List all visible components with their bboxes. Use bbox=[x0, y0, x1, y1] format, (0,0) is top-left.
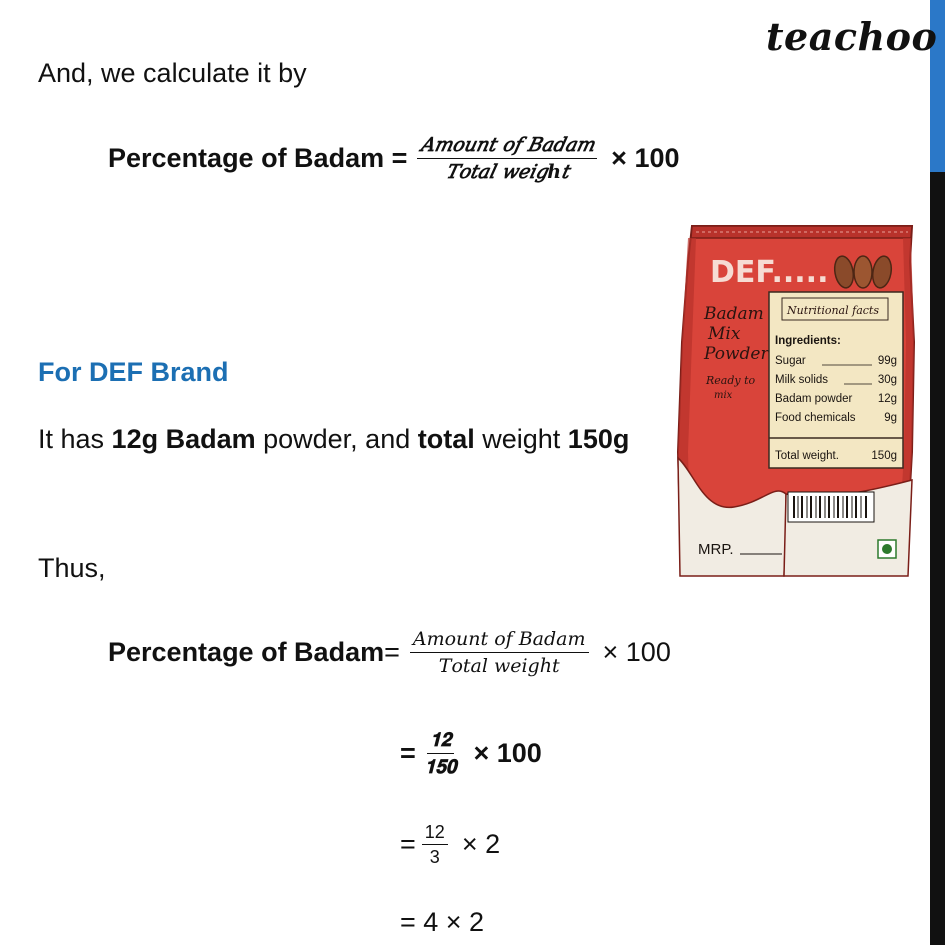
step-multiplier: × 2 bbox=[461, 829, 501, 859]
product-line-2: Mix bbox=[708, 324, 741, 344]
product-line-3: Powder bbox=[704, 344, 769, 364]
formula-general bbox=[108, 132, 680, 185]
almond-icons bbox=[832, 255, 893, 290]
brand-statement bbox=[38, 424, 629, 455]
sub-line-1: Ready to bbox=[706, 374, 756, 387]
fraction-numerator: 𝐴𝑚𝑜𝑢𝑛𝑡 𝑜𝑓 𝐵𝑎𝑑𝑎𝑚 bbox=[410, 626, 589, 653]
brand-heading: For DEF Brand bbox=[38, 357, 229, 387]
statement-part: powder, and bbox=[255, 424, 418, 454]
equals-sign: = bbox=[400, 829, 416, 859]
step-multiplier: × 100 bbox=[473, 738, 542, 768]
intro-text: And, we calculate it by bbox=[38, 58, 307, 88]
statement-weight: 150g bbox=[567, 424, 630, 454]
mrp-label: MRP. bbox=[698, 541, 734, 558]
statement-total: total bbox=[417, 424, 475, 454]
fraction-numerator: 𝐴𝑚𝑜𝑢𝑛𝑡 𝑜𝑓 𝐵𝑎𝑑𝑎𝑚 bbox=[417, 132, 597, 159]
formula-fraction bbox=[410, 626, 589, 679]
formula-label: Percentage of Badam bbox=[108, 637, 385, 667]
slide-sidebar bbox=[930, 0, 945, 945]
teachoo-logo: teachoo bbox=[766, 14, 938, 59]
ingredient-qty: 9g bbox=[884, 412, 897, 424]
fraction-denominator: 𝑇𝑜𝑡𝑎𝑙 𝑤𝑒𝑖𝑔ℎ𝑡 bbox=[445, 161, 569, 183]
equals-sign: = bbox=[384, 637, 400, 667]
facts-title: Nutritional facts bbox=[787, 304, 879, 317]
step-2 bbox=[400, 820, 500, 869]
total-value: 150g bbox=[871, 450, 897, 462]
step-fraction bbox=[422, 727, 460, 780]
package-brand: DEF..... bbox=[710, 255, 829, 290]
statement-badam: 12g Badam bbox=[111, 424, 256, 454]
ingredient-name: Badam powder bbox=[775, 393, 853, 405]
ingredient-qty: 12g bbox=[877, 393, 897, 405]
step-3: = 4 × 2 bbox=[400, 907, 485, 937]
formula-applied bbox=[108, 626, 671, 679]
equals-sign: = bbox=[400, 738, 416, 768]
step-fraction bbox=[422, 820, 448, 869]
step-1 bbox=[400, 727, 542, 780]
sub-line-2: mix bbox=[714, 390, 733, 401]
formula-fraction bbox=[417, 132, 597, 185]
veg-mark-icon bbox=[878, 540, 896, 558]
total-label: Total weight. bbox=[775, 450, 839, 462]
ingredient-qty: 99g bbox=[877, 355, 897, 367]
fraction-denominator: 3 bbox=[429, 847, 440, 867]
badam-package-illustration bbox=[674, 222, 918, 578]
formula-multiplier: × 100 bbox=[602, 637, 671, 667]
ingredients-title: Ingredients: bbox=[775, 335, 841, 347]
formula-multiplier: × 100 bbox=[611, 143, 680, 173]
statement-part: It has bbox=[38, 424, 112, 454]
ingredient-qty: 30g bbox=[877, 374, 897, 386]
thus-text: Thus, bbox=[38, 553, 106, 583]
statement-part: weight bbox=[474, 424, 568, 454]
fraction-denominator: 𝑇𝑜𝑡𝑎𝑙 𝑤𝑒𝑖𝑔ℎ𝑡 bbox=[438, 655, 560, 677]
ingredient-name: Milk solids bbox=[775, 374, 829, 386]
ingredient-name: Sugar bbox=[775, 355, 806, 367]
formula-label: Percentage of Badam = bbox=[108, 143, 408, 173]
barcode-icon bbox=[788, 492, 874, 522]
ingredient-name: Food chemicals bbox=[775, 412, 856, 424]
product-line-1: Badam bbox=[704, 304, 764, 324]
fraction-numerator: 12 bbox=[422, 820, 448, 845]
fraction-numerator: 𝟏𝟐 bbox=[427, 727, 454, 754]
fraction-denominator: 𝟏𝟓𝟎 bbox=[424, 756, 457, 778]
